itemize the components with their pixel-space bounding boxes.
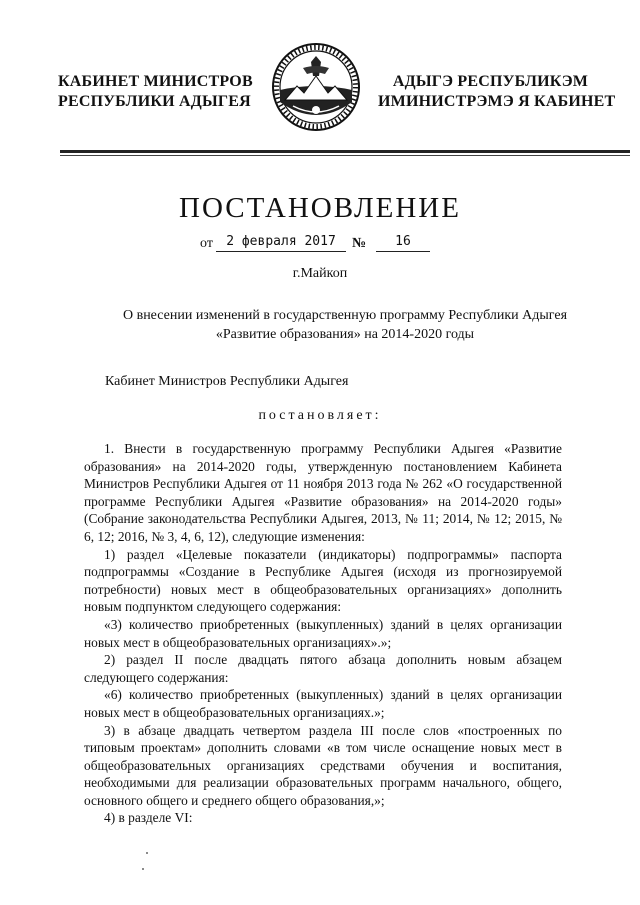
header-left-line-1: КАБИНЕТ МИНИСТРОВ — [58, 73, 253, 90]
body-paragraph: 1. Внести в государственную программу Республики Адыгея «Развитие образования» на 2014-2020 годы, утвержденную постановлением Кабинета Министров Республики Адыгея от 11 ноября 2013 года № 262 «О государственной программе Республики Адыгея «Развитие образования» на 2014-2020 годы» (Собрание законодательства Республики Адыгея, 2013, № 11; 2014, № 12; 2015, № 6, 12; 2016, № 3, 4, 6, 12), следующие изменения: — [84, 441, 562, 544]
document-date: 2 февраля 2017 — [216, 234, 346, 252]
body-paragraph: «6) количество приобретенных (выкупленных) зданий в целях организации новых мест в общеобразовательных организациях.»; — [84, 687, 562, 720]
header-right-line-2: ИМИНИСТРЭМЭ Я КАБИНЕТ — [378, 93, 616, 110]
body-paragraph: «3) количество приобретенных (выкупленных) зданий в целях организации новых мест в общеобразовательных организациях».»; — [84, 616, 562, 650]
date-prefix: от — [200, 236, 213, 251]
header-right-org-name — [378, 72, 616, 112]
body-paragraph: 2) раздел II после двадцать пятого абзаца дополнить новым абзацем следующего содержания: — [84, 652, 562, 685]
body-paragraph: 4) в разделе VI: — [104, 810, 193, 826]
scan-speck — [146, 852, 148, 854]
header-left-line-2: РЕСПУБЛИКИ АДЫГЕЯ — [58, 93, 251, 110]
header-right-line-1: АДЫГЭ РЕСПУБЛИКЭМ — [392, 73, 589, 90]
header-divider-thick — [60, 150, 630, 153]
document-subject — [60, 306, 630, 344]
header-divider-thin — [60, 155, 630, 156]
date-number-line — [200, 232, 440, 254]
number-label: № — [352, 236, 367, 251]
document-body — [84, 440, 562, 827]
document-title: ПОСТАНОВЛЕНИЕ — [179, 192, 461, 224]
city-name: г.Майкоп — [292, 266, 348, 281]
issuing-body: Кабинет Министров Республики Адыгея — [105, 374, 349, 389]
body-paragraph: 3) в абзаце двадцать четвертом раздела III после слов «построенных по типовым проектам» дополнить словами «в том числе оснащение новых мест в общеобразовательных организациях средствами обучения и воспитания, необходимыми для реализации образовательных программ начального, общего, основного общего и среднего общего образования,»; — [84, 722, 562, 808]
subject-line-1: О внесении изменений в государственную программу Республики Адыгея — [122, 308, 568, 323]
body-paragraph: 1) раздел «Целевые показатели (индикаторы) подпрограммы» паспорта подпрограммы «Создание в Республике Адыгея (исходя из прогнозируемой потребности) новых мест в общеобразовательных организациях» дополнить новым подпунктом следующего содержания: — [84, 546, 562, 615]
header-left-org-name — [58, 72, 253, 112]
scan-speck — [142, 868, 144, 870]
coat-of-arms-icon — [271, 42, 361, 132]
subject-line-2: «Развитие образования» на 2014-2020 годы — [215, 327, 475, 342]
document-number: 16 — [376, 234, 430, 252]
resolves-word: постановляет: — [258, 408, 382, 423]
